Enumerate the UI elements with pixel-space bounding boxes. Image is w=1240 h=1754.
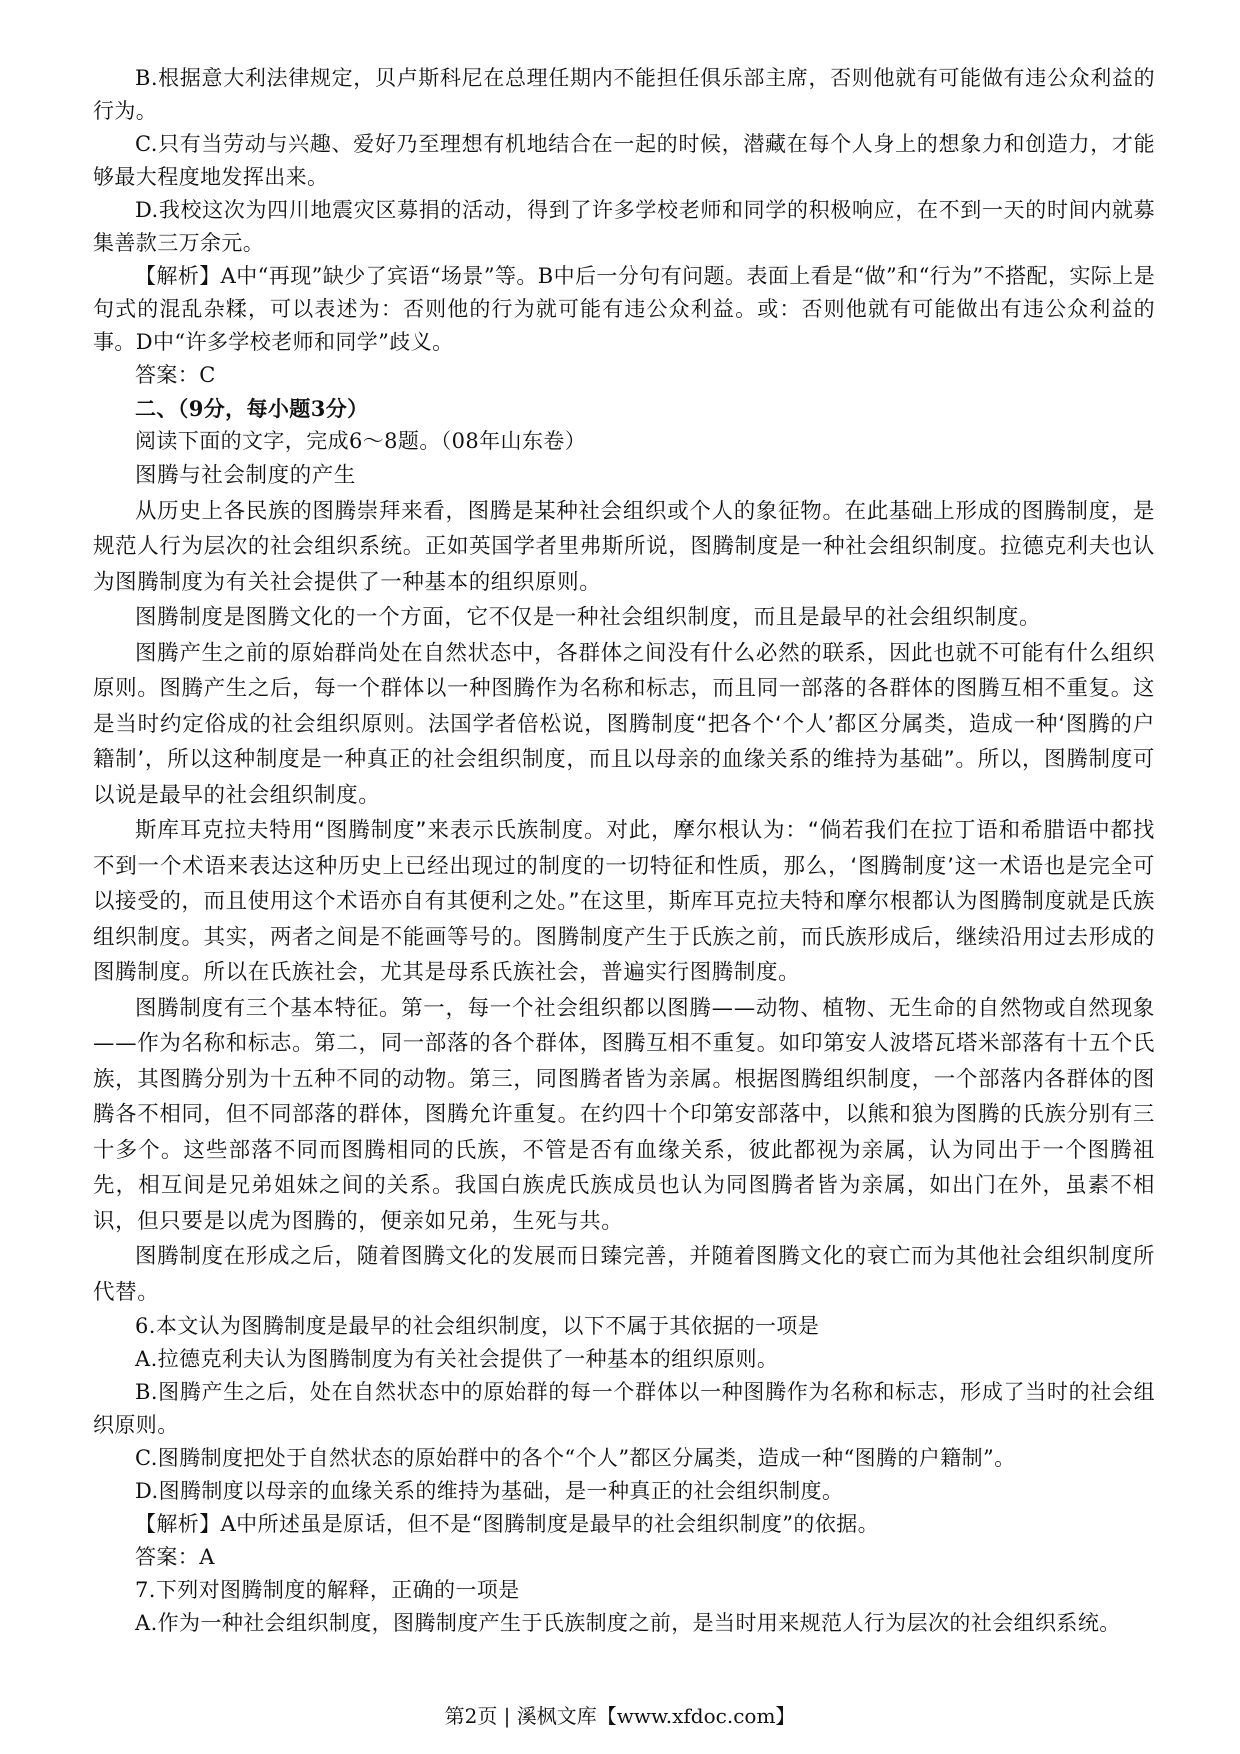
paragraph-10: 图腾产生之前的原始群尚处在自然状态中，各群体之间没有什么必然的联系，因此也就不可能有什么组织原则。图腾产生之后，每一个群体以一种图腾作为名称和标志，而且同一部落的各群体的图腾互相不重复。这是当时约定俗成的社会组织原则。法国学者倍松说，图腾制度“把各个‘个人’都区分属类，造成一种‘图腾的户籍制’，所以这种制度是一种真正的社会组织制度，而且以母亲的血缘关系的维持为基础”。所以，图腾制度可以说是最早的社会组织制度。 [93,640,1155,808]
paragraph-19: 【解析】A中所述虽是原话，但不是“图腾制度是最早的社会组织制度”的依据。 [135,1512,880,1536]
document-body [93,62,1155,1640]
paragraph-17: C.图腾制度把处于自然状态的原始群中的各个“个人”都区分属类，造成一种“图腾的户籍制”。 [135,1446,1016,1470]
paragraph-4: 答案：C [135,363,216,387]
paragraph-3: 【解析】A中“再现”缺少了宾语“场景”等。B中后一分句有问题。表面上看是“做”和“行为”不搭配，实际上是句式的混乱杂糅，可以表述为：否则他的行为就可能有违公众利益。或：否则他就有可能做出有违公众利益的事。D中“许多学校老师和同学”歧义。 [93,264,1155,354]
paragraph-5: 二、（9分，每小题3分） [135,396,369,421]
paragraph-12: 图腾制度有三个基本特征。第一，每一个社会组织都以图腾——动物、植物、无生命的自然物或自然现象——作为名称和标志。第二，同一部落的各个群体，图腾互相不重复。如印第安人波塔瓦塔米部落有十五个氏族，其图腾分别为十五种不同的动物。第三，同图腾者皆为亲属。根据图腾组织制度，一个部落内各群体的图腾各不相同，但不同部落的群体，图腾允许重复。在约四十个印第安部落中，以熊和狼为图腾的氏族分别有三十多个。这些部落不同而图腾相同的氏族，不管是否有血缘关系，彼此都视为亲属，认为同出于一个图腾祖先，相互间是兄弟姐妹之间的关系。我国白族虎氏族成员也认为同图腾者皆为亲属，如出门在外，虽素不相识，但只要是以虎为图腾的，便亲如兄弟，生死与共。 [93,995,1155,1234]
paragraph-8: 从历史上各民族的图腾崇拜来看，图腾是某种社会组织或个人的象征物。在此基础上形成的图腾制度，是规范人行为层次的社会组织系统。正如英国学者里弗斯所说，图腾制度是一种社会组织制度。拉德克利夫也认为图腾制度为有关社会提供了一种基本的组织原则。 [93,498,1155,595]
paragraph-18: D.图腾制度以母亲的血缘关系的维持为基础，是一种真正的社会组织制度。 [135,1479,844,1503]
paragraph-0: B.根据意大利法律规定，贝卢斯科尼在总理任期内不能担任俱乐部主席，否则他就有可能做有违公众利益的行为。 [93,66,1155,123]
paragraph-20: 答案：A [135,1545,215,1569]
paragraph-9: 图腾制度是图腾文化的一个方面，它不仅是一种社会组织制度，而且是最早的社会组织制度。 [135,605,1042,630]
paragraph-6: 阅读下面的文字，完成6～8题。（08年山东卷） [135,429,587,453]
page-footer: 第2页 | 溪枫文库【www.xfdoc.com】 [444,1704,796,1728]
paragraph-1: C.只有当劳动与兴趣、爱好乃至理想有机地结合在一起的时候，潜藏在每个人身上的想象力和创造力，才能够最大程度地发挥出来。 [93,132,1155,189]
paragraph-13: 图腾制度在形成之后，随着图腾文化的发展而日臻完善，并随着图腾文化的衰亡而为其他社会组织制度所代替。 [93,1244,1155,1305]
paragraph-16: B.图腾产生之后，处在自然状态中的原始群的每一个群体以一种图腾作为名称和标志，形成了当时的社会组织原则。 [93,1380,1155,1437]
paragraph-2: D.我校这次为四川地震灾区募捐的活动，得到了许多学校老师和同学的积极响应，在不到一天的时间内就募集善款三万余元。 [93,198,1155,255]
paragraph-21: 7.下列对图腾制度的解释，正确的一项是 [135,1578,520,1602]
paragraph-7: 图腾与社会制度的产生 [135,463,357,488]
paragraph-14: 6.本文认为图腾制度是最早的社会组织制度，以下不属于其依据的一项是 [135,1314,820,1338]
paragraph-15: A.拉德克利夫认为图腾制度为有关社会提供了一种基本的组织原则。 [135,1347,779,1371]
paragraph-11: 斯库耳克拉夫特用“图腾制度”来表示氏族制度。对此，摩尔根认为：“倘若我们在拉丁语和希腊语中都找不到一个术语来表达这种历史上已经出现过的制度的一切特征和性质，那么，‘图腾制度’这一术语也是完全可以接受的，而且使用这个术语亦自有其便利之处。”在这里，斯库耳克拉夫特和摩尔根都认为图腾制度就是氏族组织制度。其实，两者之间是不能画等号的。图腾制度产生于氏族之前，而氏族形成后，继续沿用过去形成的图腾制度。所以在氏族社会，尤其是母系氏族社会，普遍实行图腾制度。 [93,818,1155,985]
paragraph-22: A.作为一种社会组织制度，图腾制度产生于氏族制度之前，是当时用来规范人行为层次的社会组织系统。 [135,1611,1121,1635]
